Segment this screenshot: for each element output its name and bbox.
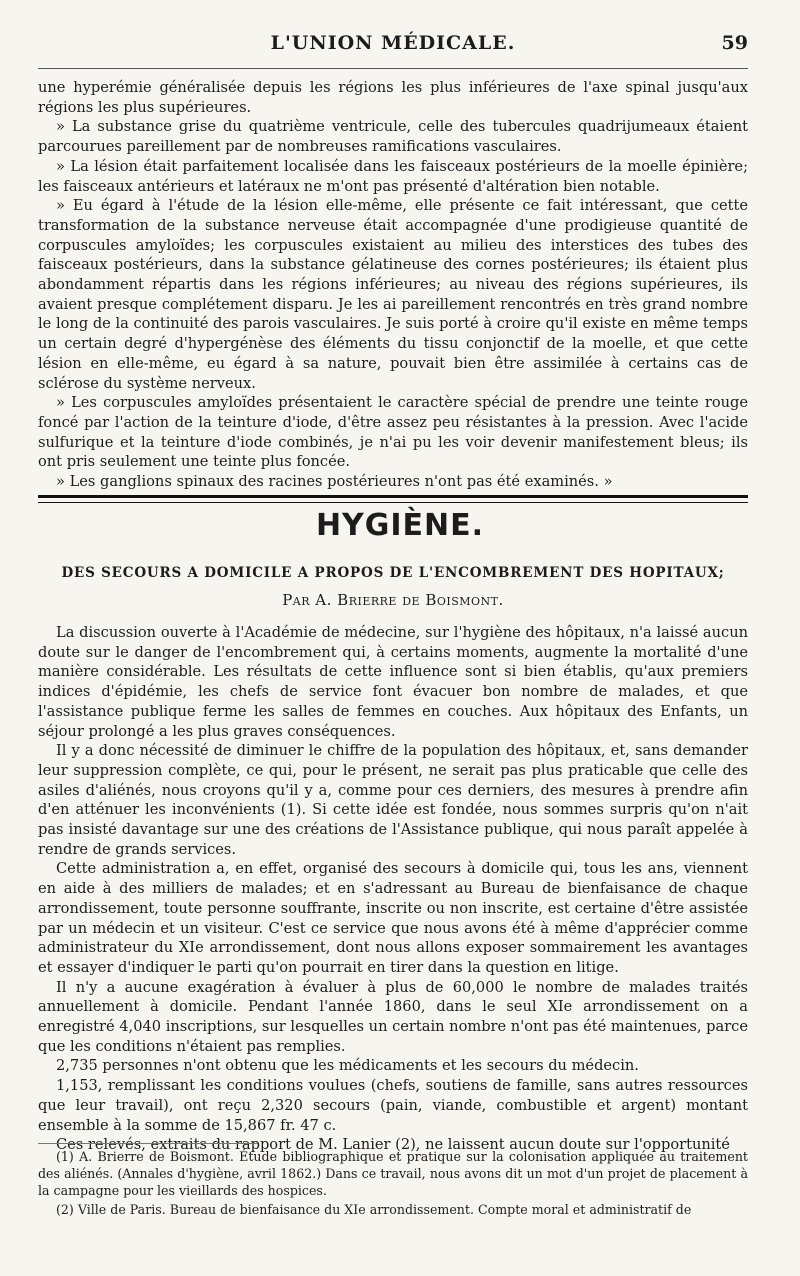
page-header [38,32,748,58]
header-rule [38,68,748,69]
footnote: (2) Ville de Paris. Bureau de bienfaisance du XIe arrondissement. Compte moral et administratif de [56,1202,692,1217]
byline: Par A. Brierre de Boismont. [282,591,504,609]
body-paragraph: La discussion ouverte à l'Académie de médecine, sur l'hygiène des hôpitaux, n'a laissé aucun doute sur le danger de l'encombrement qui, à certains moments, augmente la mortalité d'une manière considérable. Les résultats de cette influence sont si bien établis, qu'aux premiers indices d'épidémie, les chefs de service font évacuer bon nombre de malades, et que l'assistance publique ferme les salles de femmes en couches. Aux hôpitaux des Enfants, un séjour prolongé a les plus graves conséquences. [38,624,748,740]
section-title: HYGIÈNE. [315,508,485,543]
footnote: (1) A. Brierre de Boismont. Étude bibliographique et pratique sur la colonisation appliquée au traitement des aliénés. (Annales d'hygiène, avril 1862.) Dans ce travail, nous avons dit un mot d'un projet de placement à la campagne pour les vieillards des hospices. [38,1149,748,1198]
page-number: 59 [721,32,748,54]
body-paragraph: Il n'y a aucune exagération à évaluer à plus de 60,000 le nombre de malades traités annuellement à domicile. Pendant l'année 1860, dans le seul XIe arrondissement on a enregistré 4,040 inscriptions, sur lesquelles un certain nombre n'ont pas été maintenues, parce que les conditions n'étaient pas remplies. [38,978,748,1055]
intro-paragraph: » La lésion était parfaitement localisée dans les faisceaux postérieurs de la moelle épinière; les faisceaux antérieurs et latéraux ne m'ont pas présenté d'altération bien notable. [38,157,748,195]
intro-paragraph: » Les corpuscules amyloïdes présentaient le caractère spécial de prendre une teinte rouge foncé par l'action de la teinture d'iode, d'être assez peu résistantes à la pression. Avec l'acide sulfurique et la teinture d'iode combinés, je n'ai pu les voir devenir manifestement bleus; ils ont pris seulement une teinte plus foncée. [38,394,748,471]
article-body [38,623,748,1155]
body-paragraph: 2,735 personnes n'ont obtenu que les médicaments et les secours du médecin. [56,1057,639,1075]
intro-paragraph: » La substance grise du quatrième ventricule, celle des tubercules quadrijumeaux étaient parcourues pareillement par de nombreuses ramifications vasculaires. [38,118,748,156]
intro-paragraph: » Eu égard à l'étude de la lésion elle-même, elle présente ce fait intéressant, que cette transformation de la substance nerveuse était accompagnée d'une prodigieuse quantité de corpuscules amyloïdes; les corpuscules existaient au milieu des interstices des tubes des faisceaux postérieurs, dans la substance gélatineuse des cornes postérieures; ils étaient plus abondamment répartis dans les régions inférieures; au niveau des régions supérieures, ils avaient presque complétement disparu. Je les ai pareillement rencontrés en très grand nombre le long de la continuité des parois vasculaires. Je suis porté à croire qu'il existe en même temps un certain degré d'hypergénèse des éléments du tissu conjonctif de la moelle, et que cette lésion en elle-même, eu égard à sa nature, pouvait bien être assimilée à certains cas de sclérose du système nerveux. [38,197,748,392]
footnote-rule [38,1143,258,1144]
section-rule [38,495,748,503]
footnotes [38,1148,748,1220]
body-paragraph: Cette administration a, en effet, organisé des secours à domicile qui, tous les ans, viennent en aide à des milliers de malades; et en s'adressant au Bureau de bienfaisance de chaque arrondissement, toute personne souffrante, inscrite ou non inscrite, est certaine d'être assistée par un médecin et un visiteur. C'est ce service que nous avons été à même d'apprécier comme administrateur du XIe arrondissement, dont nous allons exposer sommairement les avantages et essayer d'indiquer le parti qu'on pourrait en tirer dans la question en litige. [38,860,748,976]
article-title: DES SECOURS A DOMICILE A PROPOS DE L'ENCOMBREMENT DES HOPITAUX; [61,565,725,581]
running-title: L'UNION MÉDICALE. [270,32,516,54]
body-paragraph: Il y a donc nécessité de diminuer le chiffre de la population des hôpitaux, et, sans demander leur suppression complète, ce qui, pour le présent, ne serait pas plus praticable que celle des asiles d'aliénés, nous croyons qu'il y a, comme pour ces derniers, des mesures à prendre afin d'en atténuer les inconvénients (1). Si cette idée est fondée, nous sommes surpris qu'on n'ait pas insisté davantage sur une des créations de l'Assistance publique, qui nous paraît appelée à rendre de grands services. [38,742,748,858]
body-paragraph: 1,153, remplissant les conditions voulues (chefs, soutiens de famille, sans autres ressources que leur travail), ont reçu 2,320 secours (pain, viande, combustible et argent) montant ensemble à la somme de 15,867 fr. 47 c. [38,1077,748,1134]
intro-text [38,78,748,492]
intro-paragraph: une hyperémie généralisée depuis les régions les plus inférieures de l'axe spinal jusqu'aux régions les plus supérieures. [38,79,748,116]
intro-paragraph: » Les ganglions spinaux des racines postérieures n'ont pas été examinés. » [56,473,613,491]
body-paragraph: Ces relevés, extraits du rapport de M. Lanier (2), ne laissent aucun doute sur l'opportunité [56,1136,730,1154]
